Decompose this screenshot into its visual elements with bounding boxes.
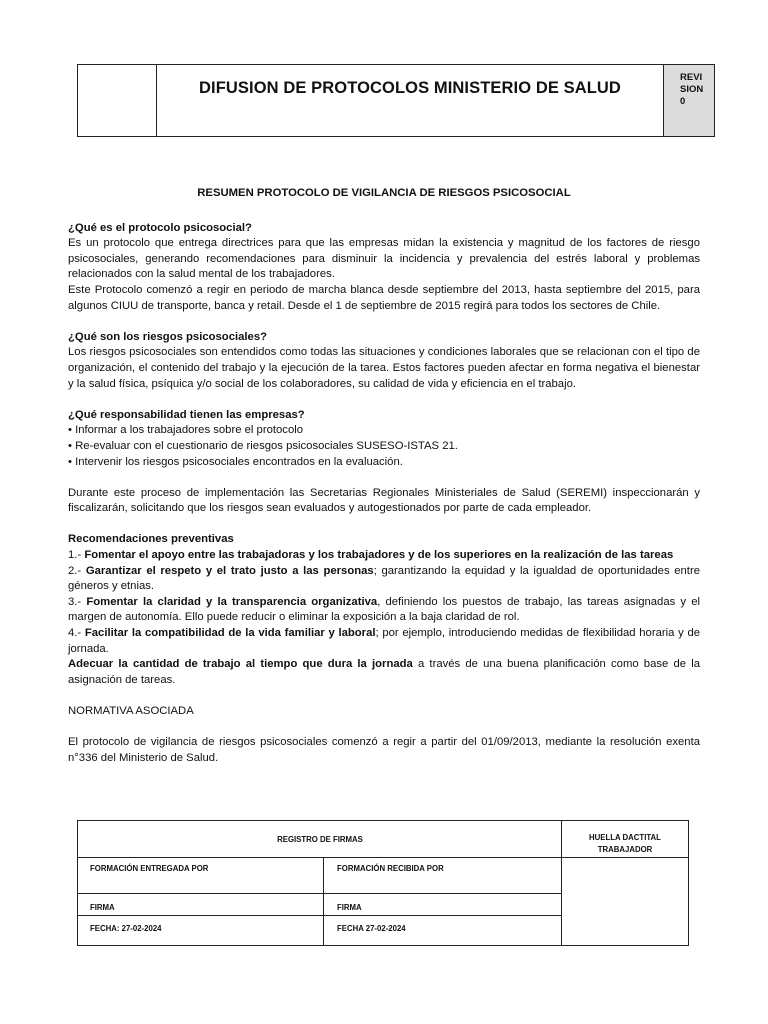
paragraph: Este Protocolo comenzó a regir en periodo de marcha blanca desde septiembre del 2013, hasta septiembre del 2015, para algunos CIUU de transporte, banca y retail. Desde el 1 de septiembre de 2015 regirá para todos los sectores de Chile.	[68, 283, 700, 312]
rec-bold: Fomentar el apoyo entre las trabajadoras y los trabajadores y de los superiores en la realización de las tareas	[84, 549, 674, 562]
registro-header: REGISTRO DE FIRMAS	[78, 821, 562, 858]
signature-table	[77, 820, 689, 946]
section-heading-normativa: NORMATIVA ASOCIADA	[68, 705, 194, 717]
recommendation-item	[68, 657, 700, 688]
huella-header	[562, 821, 688, 858]
section-heading-what-is: ¿Qué es el protocolo psicosocial?	[68, 221, 252, 234]
document-header	[77, 64, 715, 137]
paragraph: Durante este proceso de implementación las Secretarias Regionales Ministeriales de Salud (SEREMI) inspeccionarán y fiscalizarán, solicitando que los riesgos sean evaluados y autogestionados por parte de cada empleador.	[68, 486, 700, 515]
rec-bold: Adecuar la cantidad de trabajo al tiempo que dura la jornada	[68, 658, 413, 671]
paragraph: Los riesgos psicosociales son entendidos como todas las situaciones y condiciones laborales que se relacionan con el tipo de organización, el contenido del trabajo y la ejecución de la tarea. Estos factores pueden afectar en forma negativa el bienestar y la salud física, psíquica y/o social de los colaboradores, su calidad de vida y eficiencia en el trabajo.	[68, 346, 700, 390]
formacion-recibida-cell: FORMACIÓN RECIBIDA POR	[324, 858, 562, 894]
revision-number: 0	[680, 96, 686, 107]
recommendation-item	[68, 548, 700, 564]
rec-bold: Garantizar el respeto y el trato justo a las personas	[85, 564, 374, 577]
rec-number: 2.-	[68, 564, 86, 577]
huella-line-1: HUELLA DACTITAL	[589, 833, 661, 842]
paragraph: El protocolo de vigilancia de riesgos psicosociales comenzó a regir a partir del 01/09/2013, mediante la resolución exenta n°336 del Ministerio de Salud.	[68, 736, 700, 764]
formacion-entregada-cell: FORMACIÓN ENTREGADA POR	[78, 858, 324, 894]
section-heading-responsibility: ¿Qué responsabilidad tienen las empresas?	[68, 408, 305, 421]
section-heading-recommendations: Recomendaciones preventivas	[68, 533, 234, 546]
rec-text: a través de una buena planificación como base de la asignación de tareas.	[68, 658, 700, 686]
rec-number: 4.-	[68, 627, 85, 640]
rec-number: 1.-	[68, 549, 85, 562]
fecha-left-cell: FECHA: 27-02-2024	[78, 916, 324, 945]
rec-text: ; garantizando la equidad y la igualdad de oportunidades entre géneros y etnias.	[68, 564, 700, 593]
paragraph: Es un protocolo que entrega directrices para que las empresas midan la existencia y magnitud de los factores de riesgo psicosociales, generando recomendaciones para disminuir la incidencia y prevalencia del estrés laboral y problemas relacionados con la salud mental de los trabajadores.	[68, 237, 700, 281]
document-body	[68, 186, 700, 766]
rec-bold: Fomentar la claridad y la transparencia organizativa	[86, 595, 378, 608]
bullet-item: • Re-evaluar con el cuestionario de riesgos psicosociales SUSESO-ISTAS 21.	[68, 439, 458, 452]
document-title: DIFUSION DE PROTOCOLOS MINISTERIO DE SALUD	[199, 79, 621, 97]
revision-box	[663, 65, 714, 136]
firma-right-cell: FIRMA	[324, 894, 562, 916]
logo-cell	[78, 65, 157, 136]
recommendation-item	[68, 595, 700, 626]
rec-number: 3.-	[68, 595, 87, 608]
section-heading-risks: ¿Qué son los riesgos psicosociales?	[68, 330, 268, 343]
rec-text: , definiendo los puestos de trabajo, las tareas asignadas y el margen de autonomía. Ello puede reducir o eliminar la exposición a la baja claridad de rol.	[68, 595, 701, 624]
fecha-right-cell: FECHA 27-02-2024	[337, 924, 406, 933]
bullet-item: • Intervenir los riesgos psicosociales encontrados en la evaluación.	[68, 455, 403, 468]
huella-line-2: TRABAJADOR	[597, 845, 653, 854]
recommendation-item	[68, 626, 700, 657]
revision-label-1: REVI	[680, 72, 703, 83]
firma-left-cell: FIRMA	[78, 894, 324, 916]
rec-text: ; por ejemplo, introduciendo medidas de flexibilidad horaria y de jornada.	[68, 627, 701, 655]
revision-label-2: SION	[680, 84, 704, 95]
summary-title: RESUMEN PROTOCOLO DE VIGILANCIA DE RIESGOS PSICOSOCIAL	[197, 187, 571, 199]
bullet-item: • Informar a los trabajadores sobre el protocolo	[68, 424, 304, 437]
recommendation-item	[68, 564, 700, 595]
rec-bold: Facilitar la compatibilidad de la vida familiar y laboral	[84, 627, 376, 640]
